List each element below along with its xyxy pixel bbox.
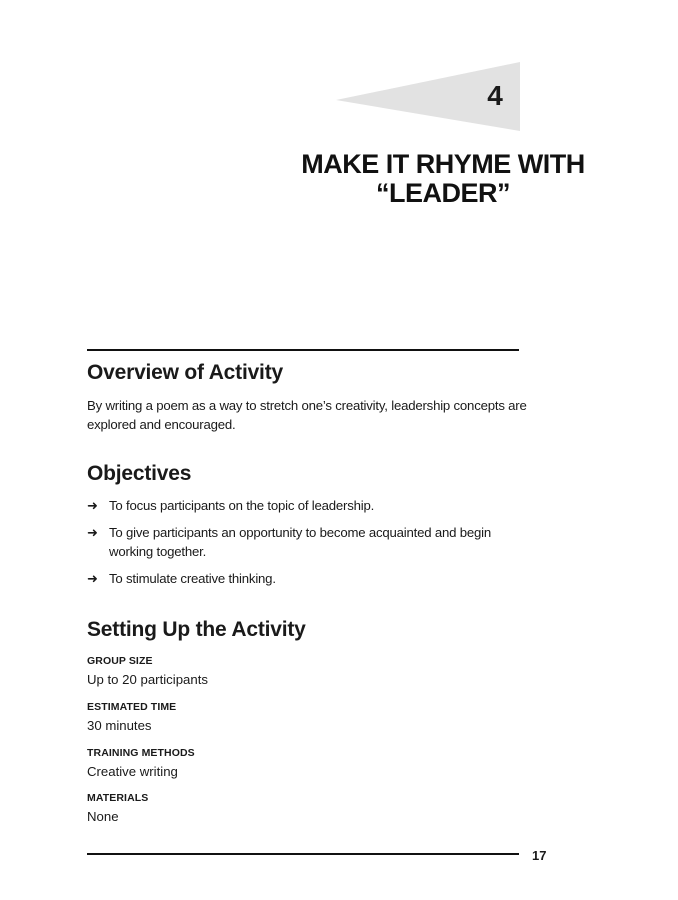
- objectives-list: [87, 496, 527, 596]
- estimated-time-label: ESTIMATED TIME: [87, 701, 177, 713]
- estimated-time-block: [87, 701, 507, 735]
- objective-text: To focus participants on the topic of leadership.: [109, 498, 375, 513]
- group-size-label: GROUP SIZE: [87, 655, 153, 667]
- training-methods-label: TRAINING METHODS: [87, 747, 195, 759]
- training-methods-block: [87, 747, 507, 781]
- materials-label: MATERIALS: [87, 792, 149, 804]
- setup-heading: Setting Up the Activity: [87, 618, 306, 641]
- chapter-number: 4: [487, 80, 503, 111]
- materials-block: [87, 792, 507, 826]
- bottom-divider: [87, 853, 519, 855]
- objectives-heading: Objectives: [87, 462, 192, 485]
- training-methods-value: Creative writing: [87, 764, 178, 779]
- group-size-value: Up to 20 participants: [87, 672, 208, 687]
- arrow-right-icon: ➜: [87, 571, 98, 586]
- page-number: 17: [532, 848, 547, 863]
- estimated-time-value: 30 minutes: [87, 718, 152, 733]
- objective-text: To give participants an opportunity to become acquainted and begin working together.: [109, 525, 491, 559]
- group-size-block: [87, 655, 507, 689]
- objective-text: To stimulate creative thinking.: [109, 571, 276, 586]
- objective-item: [87, 496, 527, 515]
- overview-heading: Overview of Activity: [87, 361, 283, 384]
- objective-item: [87, 569, 527, 588]
- materials-value: None: [87, 809, 119, 824]
- arrow-right-icon: ➜: [87, 525, 98, 540]
- chapter-title: [293, 150, 593, 208]
- objective-item: [87, 523, 527, 561]
- overview-text: By writing a poem as a way to stretch one’s creativity, leadership concepts are explored and encouraged.: [87, 398, 527, 432]
- chapter-title-text: MAKE IT RHYME WITH “LEADER”: [301, 149, 585, 208]
- top-divider: [87, 349, 519, 351]
- arrow-right-icon: ➜: [87, 498, 98, 513]
